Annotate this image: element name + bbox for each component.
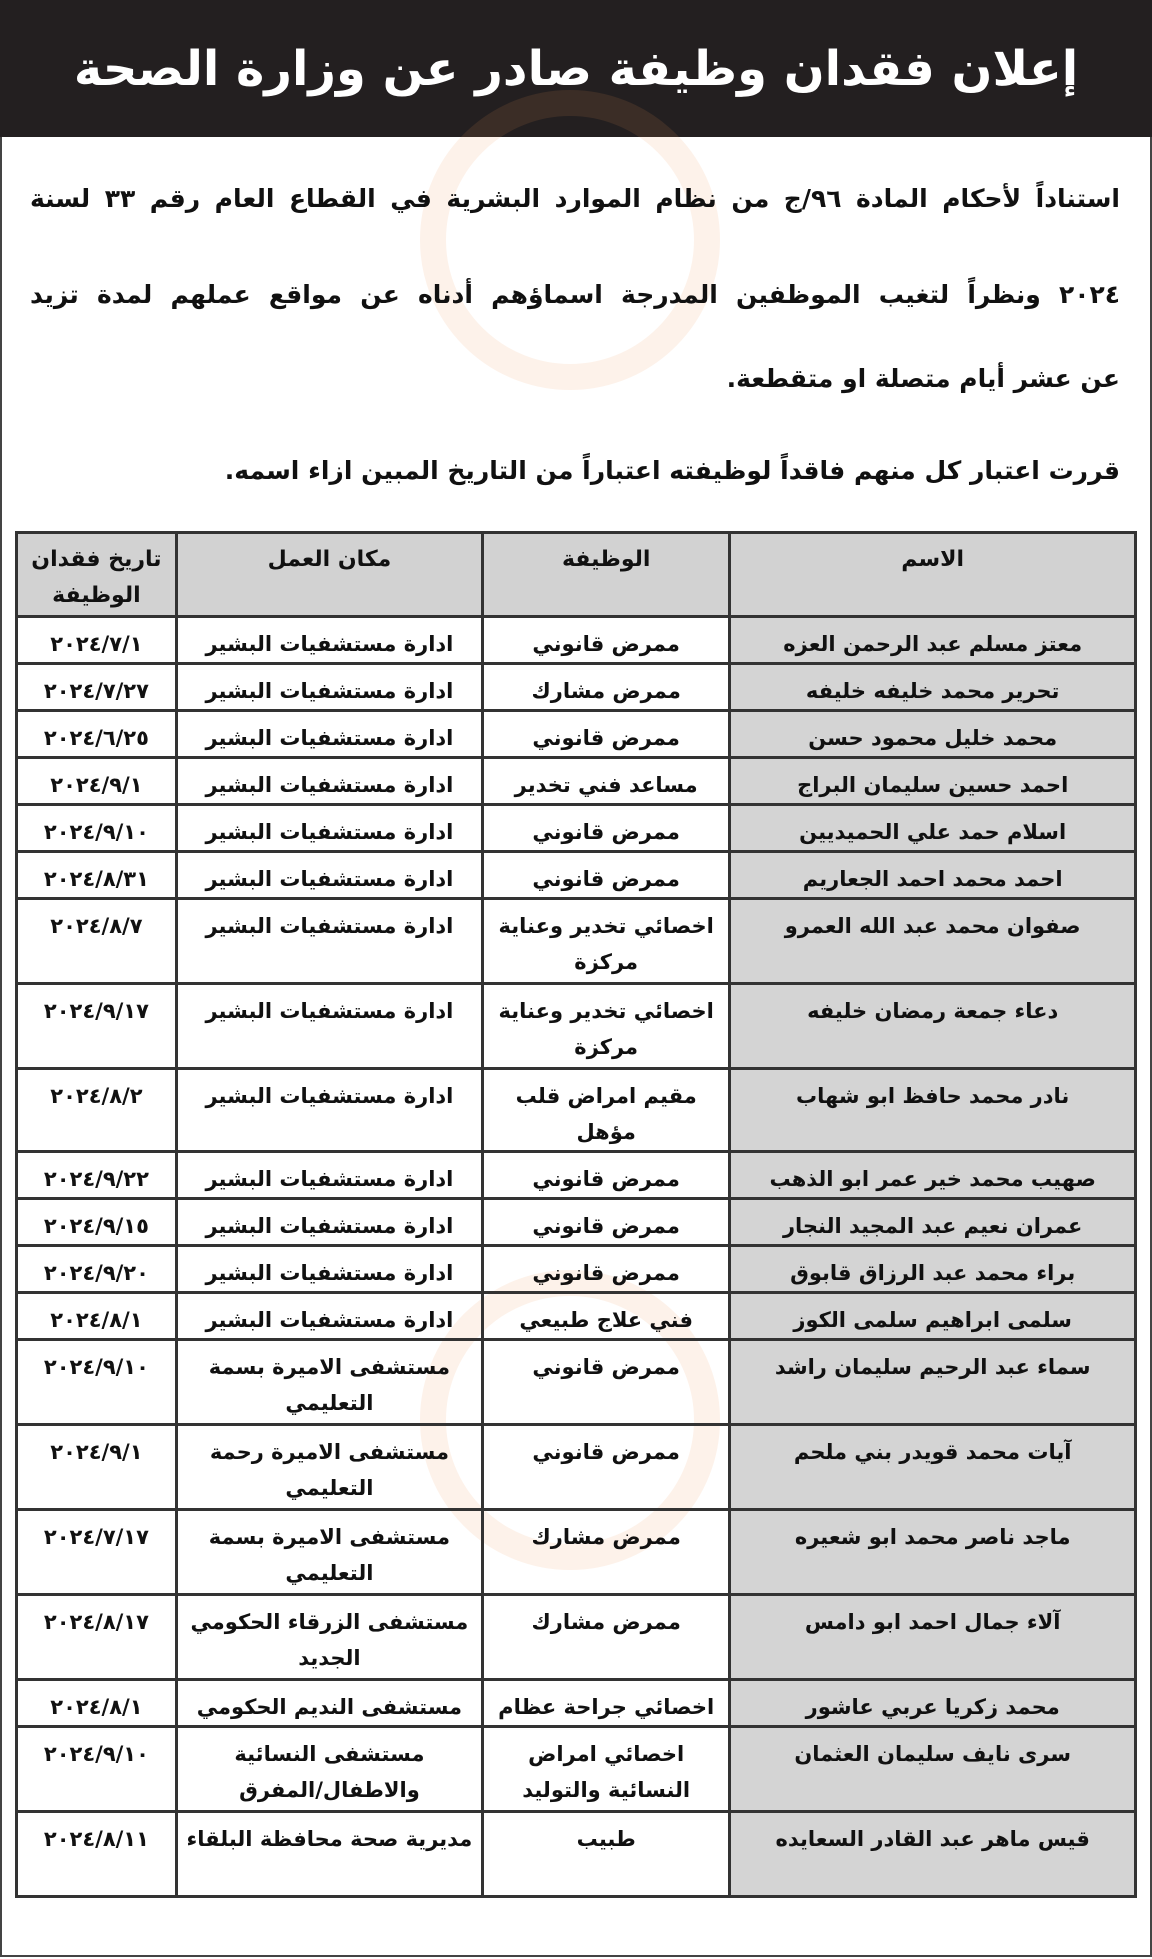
cell-place: ادارة مستشفيات البشير xyxy=(176,617,482,664)
cell-name: محمد زكريا عربي عاشور xyxy=(730,1680,1136,1727)
cell-date: ٢٠٢٤/٨/١٧ xyxy=(17,1595,177,1680)
cell-name: ماجد ناصر محمد ابو شعيره xyxy=(730,1510,1136,1595)
table-row xyxy=(17,664,1136,711)
cell-name: براء محمد عبد الرزاق قابوق xyxy=(730,1246,1136,1293)
cell-date: ٢٠٢٤/٨/٢ xyxy=(17,1069,177,1152)
cell-job: اخصائي امراض النسائية والتوليد xyxy=(483,1727,730,1812)
cell-place: ادارة مستشفيات البشير xyxy=(176,664,482,711)
cell-date: ٢٠٢٤/٩/١٠ xyxy=(17,1340,177,1425)
cell-place: مديرية صحة محافظة البلقاء xyxy=(176,1812,482,1897)
cell-place: ادارة مستشفيات البشير xyxy=(176,1069,482,1152)
table-row xyxy=(17,984,1136,1069)
cell-name: سماء عبد الرحيم سليمان راشد xyxy=(730,1340,1136,1425)
cell-job: ممرض مشارك xyxy=(483,1595,730,1680)
cell-date: ٢٠٢٤/٩/١ xyxy=(17,758,177,805)
announcement-title: إعلان فقدان وظيفة صادر عن وزارة الصحة xyxy=(73,40,1079,97)
table-row xyxy=(17,1340,1136,1425)
cell-name: صهيب محمد خير عمر ابو الذهب xyxy=(730,1152,1136,1199)
cell-name: تحرير محمد خليفه خليفه xyxy=(730,664,1136,711)
cell-date: ٢٠٢٤/٩/١٧ xyxy=(17,984,177,1069)
cell-job: مساعد فني تخدير xyxy=(483,758,730,805)
cell-date: ٢٠٢٤/٨/٧ xyxy=(17,899,177,984)
cell-job: ممرض قانوني xyxy=(483,1152,730,1199)
cell-place: ادارة مستشفيات البشير xyxy=(176,899,482,984)
table-header-row xyxy=(17,533,1136,617)
cell-place: ادارة مستشفيات البشير xyxy=(176,758,482,805)
cell-date: ٢٠٢٤/٨/٣١ xyxy=(17,852,177,899)
cell-place: مستشفى الاميرة بسمة التعليمي xyxy=(176,1510,482,1595)
cell-name: نادر محمد حافظ ابو شهاب xyxy=(730,1069,1136,1152)
header-name: الاسم xyxy=(730,533,1136,617)
cell-place: ادارة مستشفيات البشير xyxy=(176,1199,482,1246)
cell-name: آلاء جمال احمد ابو دامس xyxy=(730,1595,1136,1680)
cell-name: سرى نايف سليمان العثمان xyxy=(730,1727,1136,1812)
cell-date: ٢٠٢٤/٩/١٠ xyxy=(17,1727,177,1812)
header-place: مكان العمل xyxy=(176,533,482,617)
cell-name: سلمى ابراهيم سلمى الكوز xyxy=(730,1293,1136,1340)
cell-date: ٢٠٢٤/٧/١٧ xyxy=(17,1510,177,1595)
cell-job: اخصائي تخدير وعناية مركزة xyxy=(483,899,730,984)
cell-name: عمران نعيم عبد المجيد النجار xyxy=(730,1199,1136,1246)
cell-date: ٢٠٢٤/٩/٢٠ xyxy=(17,1246,177,1293)
cell-job: طبيب xyxy=(483,1812,730,1897)
cell-date: ٢٠٢٤/٧/١ xyxy=(17,617,177,664)
cell-date: ٢٠٢٤/٧/٢٧ xyxy=(17,664,177,711)
cell-place: ادارة مستشفيات البشير xyxy=(176,984,482,1069)
notice-line-2: ٢٠٢٤ ونظراً لتغيب الموظفين المدرجة اسماؤهم أدناه عن مواقع عملهم لمدة تزيد xyxy=(30,280,1120,309)
cell-job: فني علاج طبيعي xyxy=(483,1293,730,1340)
cell-job: ممرض قانوني xyxy=(483,1340,730,1425)
table-row xyxy=(17,758,1136,805)
table-row xyxy=(17,617,1136,664)
cell-job: ممرض قانوني xyxy=(483,1246,730,1293)
decision-text: قررت اعتبار كل منهم فاقداً لوظيفته اعتباراً من التاريخ المبين ازاء اسمه. xyxy=(224,456,1120,485)
cell-job: ممرض قانوني xyxy=(483,805,730,852)
cell-name: احمد حسين سليمان البراج xyxy=(730,758,1136,805)
table-row xyxy=(17,1199,1136,1246)
cell-name: محمد خليل محمود حسن xyxy=(730,711,1136,758)
cell-name: صفوان محمد عبد الله العمرو xyxy=(730,899,1136,984)
cell-place: ادارة مستشفيات البشير xyxy=(176,1293,482,1340)
cell-place: مستشفى النسائية والاطفال/المفرق xyxy=(176,1727,482,1812)
cell-date: ٢٠٢٤/٨/١ xyxy=(17,1293,177,1340)
cell-place: ادارة مستشفيات البشير xyxy=(176,711,482,758)
table-row xyxy=(17,1246,1136,1293)
cell-place: مستشفى الاميرة بسمة التعليمي xyxy=(176,1340,482,1425)
cell-place: مستشفى الزرقاء الحكومي الجديد xyxy=(176,1595,482,1680)
table-row xyxy=(17,1812,1136,1897)
cell-date: ٢٠٢٤/٨/١١ xyxy=(17,1812,177,1897)
table-row xyxy=(17,1680,1136,1727)
table-row xyxy=(17,1727,1136,1812)
cell-date: ٢٠٢٤/٩/١٠ xyxy=(17,805,177,852)
cell-job: ممرض قانوني xyxy=(483,711,730,758)
cell-job: اخصائي تخدير وعناية مركزة xyxy=(483,984,730,1069)
cell-date: ٢٠٢٤/٩/١٥ xyxy=(17,1199,177,1246)
cell-name: دعاء جمعة رمضان خليفه xyxy=(730,984,1136,1069)
table-row xyxy=(17,1510,1136,1595)
table-row xyxy=(17,711,1136,758)
cell-job: ممرض مشارك xyxy=(483,1510,730,1595)
table-row xyxy=(17,1152,1136,1199)
table-row xyxy=(17,899,1136,984)
cell-name: اسلام حمد علي الحميديين xyxy=(730,805,1136,852)
cell-job: مقيم امراض قلب مؤهل xyxy=(483,1069,730,1152)
cell-date: ٢٠٢٤/٩/٢٢ xyxy=(17,1152,177,1199)
cell-date: ٢٠٢٤/٩/١ xyxy=(17,1425,177,1510)
cell-place: ادارة مستشفيات البشير xyxy=(176,1246,482,1293)
cell-name: معتز مسلم عبد الرحمن العزه xyxy=(730,617,1136,664)
cell-job: ممرض قانوني xyxy=(483,1199,730,1246)
cell-place: مستشفى الاميرة رحمة التعليمي xyxy=(176,1425,482,1510)
header-job: الوظيفة xyxy=(483,533,730,617)
cell-name: قيس ماهر عبد القادر السعايده xyxy=(730,1812,1136,1897)
notice-line-3: عن عشر أيام متصلة او متقطعة. xyxy=(726,364,1120,393)
table-row xyxy=(17,1293,1136,1340)
employees-table xyxy=(15,531,1137,1898)
header-date: تاريخ فقدان الوظيفة xyxy=(17,533,177,617)
cell-job: ممرض قانوني xyxy=(483,1425,730,1510)
cell-date: ٢٠٢٤/٨/١ xyxy=(17,1680,177,1727)
table-row xyxy=(17,805,1136,852)
notice-line-1: استناداً لأحكام المادة ٩٦/ج من نظام الموارد البشرية في القطاع العام رقم ٣٣ لسنة xyxy=(30,184,1120,213)
table-row xyxy=(17,1425,1136,1510)
cell-job: ممرض قانوني xyxy=(483,617,730,664)
cell-name: احمد محمد احمد الجعاريم xyxy=(730,852,1136,899)
title-bar xyxy=(0,0,1152,137)
cell-place: ادارة مستشفيات البشير xyxy=(176,852,482,899)
table-row xyxy=(17,1595,1136,1680)
cell-name: آيات محمد قويدر بني ملحم xyxy=(730,1425,1136,1510)
cell-job: اخصائي جراحة عظام xyxy=(483,1680,730,1727)
table-row xyxy=(17,852,1136,899)
cell-date: ٢٠٢٤/٦/٢٥ xyxy=(17,711,177,758)
table-row xyxy=(17,1069,1136,1152)
cell-place: ادارة مستشفيات البشير xyxy=(176,805,482,852)
cell-job: ممرض قانوني xyxy=(483,852,730,899)
cell-job: ممرض مشارك xyxy=(483,664,730,711)
cell-place: مستشفى النديم الحكومي xyxy=(176,1680,482,1727)
cell-place: ادارة مستشفيات البشير xyxy=(176,1152,482,1199)
